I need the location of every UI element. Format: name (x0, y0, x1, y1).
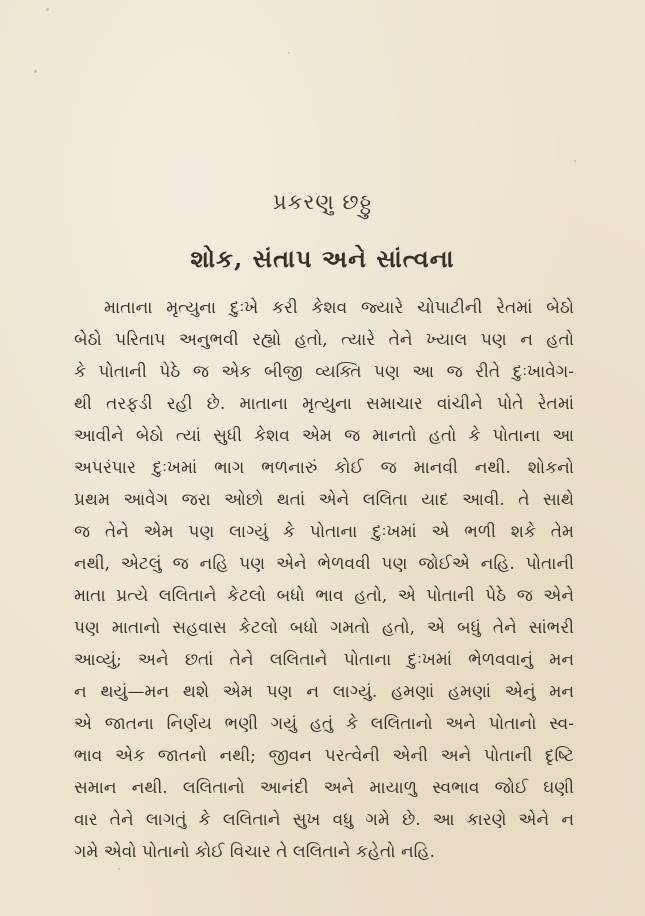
text-line: માતા પ્રત્યે લલિતાને કેટલો બધો ભાવ હતો, એ પોતાની પેઠે જ એને (74, 586, 574, 606)
text-line: પ્રથમ આવેગ જરા ઓછો થતાં એને લલિતા યાદ આવી. તે સાથે (74, 490, 574, 510)
text-line: પણ માતાનો સહવાસ કેટલો બધો ગમતો હતો, એ બધું તેને સાંભરી (74, 618, 574, 638)
text-line: આવીને બેઠો ત્યાં સુધી કેશવ એમ જ માનતો હતો કે પોતાના આ (74, 426, 574, 446)
text-line: માતાના મૃત્યુના દુઃખે કરી કેશવ જ્યારે ચોપાટીની રેતમાં બેઠો (104, 298, 574, 318)
text-line: થી તરફડી રહી છે. માતાના મૃત્યુના સમાચાર વાંચીને પોતે રેતમાં (74, 394, 574, 414)
text-line: જ તેને એમ પણ લાગ્યું કે પોતાના દુઃખમાં એ ભળી શકે તેમ (74, 522, 574, 542)
text-line: અપરંપાર દુઃખમાં ભાગ ભળનારું કોઈ જ માનવી નથી. શોકનો (74, 458, 574, 478)
chapter-heading: પ્રકરણુ છઠ્ઠુ (273, 190, 372, 214)
paper-speck (118, 868, 120, 870)
paper-speck (574, 160, 576, 162)
text-line: આવ્યું; અને છતાં તેને લલિતાને પોતાના દુઃખમાં ભેળવવાનું મન (74, 650, 574, 670)
text-line: સમાન નથી. લલિતાનો આનંદી અને માયાળુ સ્વભાવ જોઈ ઘણી (74, 778, 574, 798)
paper-speck (46, 8, 49, 11)
text-line: ન થયું—મન થશે એમ પણ ન લાગ્યું. હમણાં હમણાં એનું મન (74, 682, 574, 702)
chapter-title: શોક, સંતાપ અને સાંત્વના (190, 244, 455, 273)
text-line: નથી, એટલું જ નહિ પણ એને ભેળવવી પણ જોઈએ નહિ. પોતાની (74, 554, 574, 574)
text-line: ભાવ એક જાતનો નથી; જીવન પરત્વેની એની અને પોતાની દૃષ્ટિ (74, 746, 574, 766)
paper-speck (34, 70, 37, 73)
text-line: કે પોતાની પેઠે જ એક બીજી વ્યક્તિ પણ આ જ રીતે દુઃખાવેગ- (74, 362, 574, 382)
body-text (74, 292, 574, 868)
text-line: એ જાતના નિર્ણય ભણી ગયું હતું કે લલિતાનો અને પોતાનો સ્વ- (74, 714, 574, 734)
text-line: બેઠો પરિતાપ અનુભવી રહ્યો હતો, ત્યારે તેને ખ્યાલ પણ ન હતો (74, 330, 574, 350)
paper-speck (288, 52, 290, 54)
text-line: વાર તેને લાગતું કે લલિતાને સુખ વધુ ગમે છે. આ કારણે એને ન (74, 810, 574, 830)
text-line: ગમે એવો પોતાનો કોઈ વિચાર તે લલિતાને કહેતો નહિ. (74, 842, 435, 862)
